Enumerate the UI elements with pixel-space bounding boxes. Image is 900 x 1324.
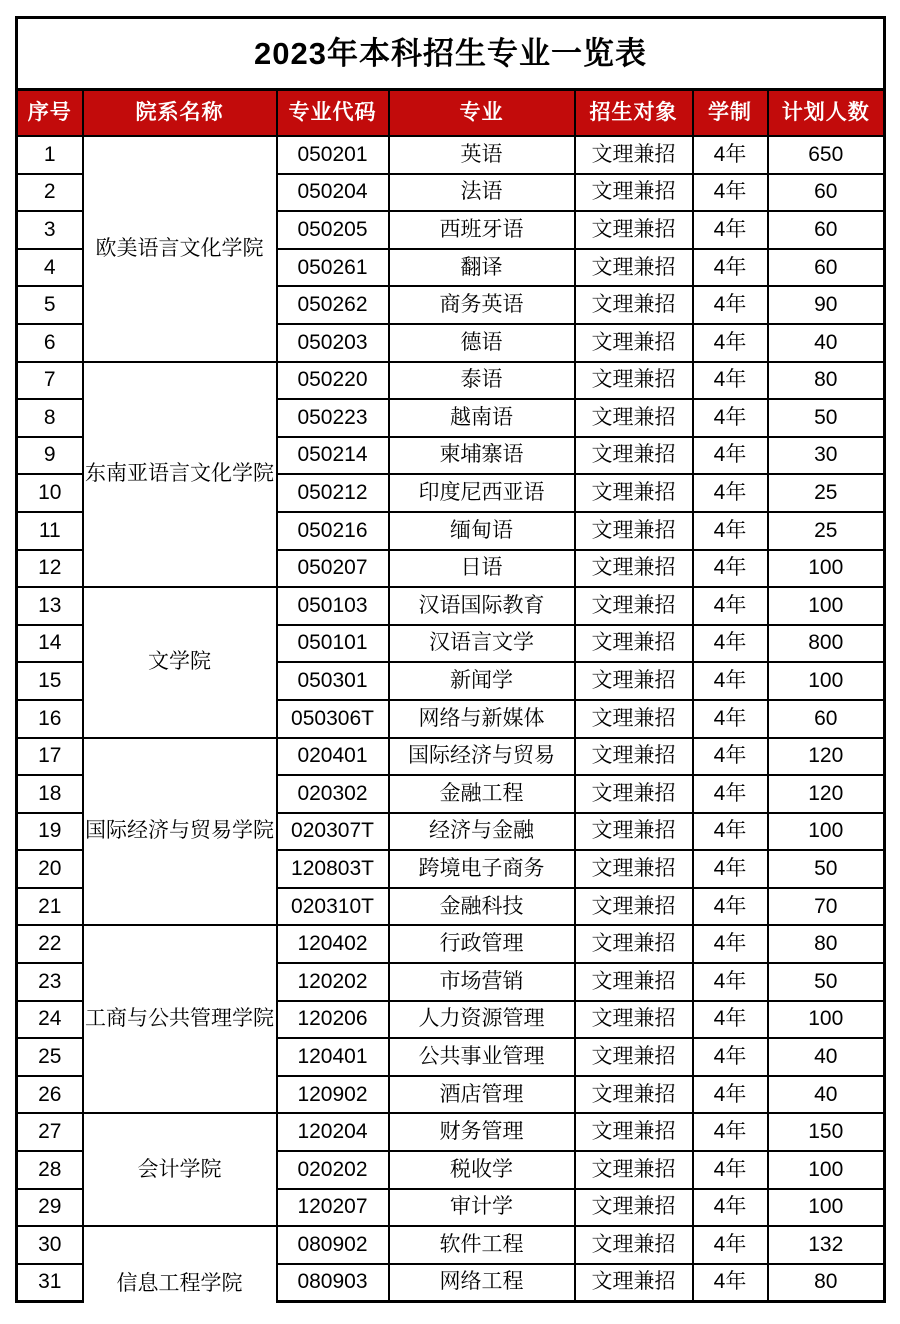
plan-cell: 100 [768,587,885,625]
major-code-cell: 020302 [277,775,389,813]
major-code-cell: 120402 [277,925,389,963]
table-row [17,1226,885,1264]
target-cell: 文理兼招 [575,700,693,738]
header-major: 专业 [389,90,575,137]
college-cell: 信息工程学院 [83,1226,277,1301]
major-code-cell: 050220 [277,362,389,400]
row-number-cell: 13 [17,587,83,625]
duration-cell: 4年 [693,1076,768,1114]
major-cell: 软件工程 [389,1226,575,1264]
target-cell: 文理兼招 [575,1038,693,1076]
target-cell: 文理兼招 [575,324,693,362]
plan-cell: 800 [768,625,885,663]
major-code-cell: 080903 [277,1264,389,1302]
major-cell: 汉语言文学 [389,625,575,663]
major-cell: 审计学 [389,1189,575,1227]
duration-cell: 4年 [693,399,768,437]
major-code-cell: 120204 [277,1113,389,1151]
college-cell: 文学院 [83,587,277,737]
major-cell: 跨境电子商务 [389,850,575,888]
target-cell: 文理兼招 [575,587,693,625]
major-cell: 国际经济与贸易 [389,738,575,776]
plan-cell: 150 [768,1113,885,1151]
table-row [17,136,885,174]
major-cell: 酒店管理 [389,1076,575,1114]
plan-cell: 25 [768,474,885,512]
plan-cell: 40 [768,324,885,362]
major-cell: 西班牙语 [389,211,575,249]
table-row [17,738,885,776]
target-cell: 文理兼招 [575,174,693,212]
major-code-cell: 020307T [277,813,389,851]
major-cell: 网络工程 [389,1264,575,1302]
college-cell: 国际经济与贸易学院 [83,738,277,926]
duration-cell: 4年 [693,925,768,963]
major-cell: 网络与新媒体 [389,700,575,738]
college-cell: 欧美语言文化学院 [83,136,277,362]
header-target: 招生对象 [575,90,693,137]
major-cell: 人力资源管理 [389,1001,575,1039]
major-code-cell: 050216 [277,512,389,550]
header-duration: 学制 [693,90,768,137]
duration-cell: 4年 [693,1151,768,1189]
header-college: 院系名称 [83,90,277,137]
major-code-cell: 050201 [277,136,389,174]
duration-cell: 4年 [693,324,768,362]
target-cell: 文理兼招 [575,662,693,700]
target-cell: 文理兼招 [575,136,693,174]
target-cell: 文理兼招 [575,1001,693,1039]
plan-cell: 60 [768,249,885,287]
target-cell: 文理兼招 [575,286,693,324]
target-cell: 文理兼招 [575,888,693,926]
plan-cell: 40 [768,1038,885,1076]
plan-cell: 650 [768,136,885,174]
major-cell: 缅甸语 [389,512,575,550]
target-cell: 文理兼招 [575,437,693,475]
row-number-cell: 22 [17,925,83,963]
row-number-cell: 26 [17,1076,83,1114]
plan-cell: 90 [768,286,885,324]
duration-cell: 4年 [693,813,768,851]
duration-cell: 4年 [693,1189,768,1227]
plan-cell: 60 [768,211,885,249]
target-cell: 文理兼招 [575,362,693,400]
duration-cell: 4年 [693,1264,768,1302]
major-cell: 经济与金融 [389,813,575,851]
plan-cell: 120 [768,738,885,776]
major-cell: 新闻学 [389,662,575,700]
table-row [17,362,885,400]
row-number-cell: 19 [17,813,83,851]
page-title: 2023年本科招生专业一览表 [17,18,885,90]
major-cell: 法语 [389,174,575,212]
plan-cell: 50 [768,399,885,437]
college-cell: 会计学院 [83,1113,277,1226]
major-cell: 市场营销 [389,963,575,1001]
table-row [17,587,885,625]
row-number-cell: 24 [17,1001,83,1039]
major-code-cell: 020202 [277,1151,389,1189]
plan-cell: 25 [768,512,885,550]
major-cell: 汉语国际教育 [389,587,575,625]
major-cell: 公共事业管理 [389,1038,575,1076]
major-cell: 金融工程 [389,775,575,813]
target-cell: 文理兼招 [575,813,693,851]
major-cell: 柬埔寨语 [389,437,575,475]
major-code-cell: 120202 [277,963,389,1001]
plan-cell: 100 [768,550,885,588]
row-number-cell: 4 [17,249,83,287]
row-number-cell: 27 [17,1113,83,1151]
duration-cell: 4年 [693,738,768,776]
target-cell: 文理兼招 [575,925,693,963]
major-code-cell: 050203 [277,324,389,362]
admissions-table [15,16,886,1303]
target-cell: 文理兼招 [575,775,693,813]
duration-cell: 4年 [693,775,768,813]
row-number-cell: 6 [17,324,83,362]
table-body [17,136,885,1301]
target-cell: 文理兼招 [575,738,693,776]
major-cell: 越南语 [389,399,575,437]
plan-cell: 100 [768,1151,885,1189]
plan-cell: 100 [768,813,885,851]
row-number-cell: 14 [17,625,83,663]
college-cell: 工商与公共管理学院 [83,925,277,1113]
major-code-cell: 050205 [277,211,389,249]
target-cell: 文理兼招 [575,550,693,588]
target-cell: 文理兼招 [575,399,693,437]
major-code-cell: 050261 [277,249,389,287]
row-number-cell: 5 [17,286,83,324]
row-number-cell: 29 [17,1189,83,1227]
row-number-cell: 16 [17,700,83,738]
college-cell: 东南亚语言文化学院 [83,362,277,588]
duration-cell: 4年 [693,136,768,174]
major-code-cell: 050204 [277,174,389,212]
row-number-cell: 20 [17,850,83,888]
duration-cell: 4年 [693,249,768,287]
row-number-cell: 9 [17,437,83,475]
target-cell: 文理兼招 [575,1076,693,1114]
plan-cell: 60 [768,700,885,738]
row-number-cell: 30 [17,1226,83,1264]
title-row [17,18,885,90]
duration-cell: 4年 [693,286,768,324]
target-cell: 文理兼招 [575,249,693,287]
major-code-cell: 050101 [277,625,389,663]
major-cell: 金融科技 [389,888,575,926]
major-code-cell: 050207 [277,550,389,588]
plan-cell: 120 [768,775,885,813]
duration-cell: 4年 [693,1226,768,1264]
target-cell: 文理兼招 [575,1189,693,1227]
major-cell: 商务英语 [389,286,575,324]
row-number-cell: 18 [17,775,83,813]
major-code-cell: 050214 [277,437,389,475]
target-cell: 文理兼招 [575,1113,693,1151]
table-row [17,925,885,963]
major-code-cell: 050103 [277,587,389,625]
row-number-cell: 17 [17,738,83,776]
plan-cell: 30 [768,437,885,475]
row-number-cell: 12 [17,550,83,588]
plan-cell: 132 [768,1226,885,1264]
duration-cell: 4年 [693,550,768,588]
plan-cell: 80 [768,925,885,963]
row-number-cell: 8 [17,399,83,437]
target-cell: 文理兼招 [575,1264,693,1302]
row-number-cell: 7 [17,362,83,400]
row-number-cell: 28 [17,1151,83,1189]
major-cell: 德语 [389,324,575,362]
plan-cell: 100 [768,662,885,700]
duration-cell: 4年 [693,211,768,249]
header-row [17,90,885,137]
row-number-cell: 11 [17,512,83,550]
duration-cell: 4年 [693,963,768,1001]
duration-cell: 4年 [693,625,768,663]
target-cell: 文理兼招 [575,1226,693,1264]
plan-cell: 100 [768,1001,885,1039]
major-code-cell: 080902 [277,1226,389,1264]
major-cell: 税收学 [389,1151,575,1189]
plan-cell: 50 [768,850,885,888]
duration-cell: 4年 [693,888,768,926]
major-code-cell: 020401 [277,738,389,776]
major-code-cell: 120401 [277,1038,389,1076]
major-cell: 日语 [389,550,575,588]
duration-cell: 4年 [693,1113,768,1151]
plan-cell: 70 [768,888,885,926]
major-cell: 泰语 [389,362,575,400]
row-number-cell: 21 [17,888,83,926]
header-major-code: 专业代码 [277,90,389,137]
row-number-cell: 2 [17,174,83,212]
major-code-cell: 050212 [277,474,389,512]
target-cell: 文理兼招 [575,625,693,663]
row-number-cell: 1 [17,136,83,174]
target-cell: 文理兼招 [575,211,693,249]
target-cell: 文理兼招 [575,1151,693,1189]
plan-cell: 50 [768,963,885,1001]
row-number-cell: 15 [17,662,83,700]
plan-cell: 60 [768,174,885,212]
major-code-cell: 020310T [277,888,389,926]
major-code-cell: 050262 [277,286,389,324]
row-number-cell: 10 [17,474,83,512]
major-code-cell: 050223 [277,399,389,437]
duration-cell: 4年 [693,362,768,400]
plan-cell: 100 [768,1189,885,1227]
row-number-cell: 3 [17,211,83,249]
duration-cell: 4年 [693,662,768,700]
duration-cell: 4年 [693,512,768,550]
duration-cell: 4年 [693,1038,768,1076]
plan-cell: 80 [768,362,885,400]
row-number-cell: 23 [17,963,83,1001]
duration-cell: 4年 [693,474,768,512]
duration-cell: 4年 [693,850,768,888]
major-cell: 印度尼西亚语 [389,474,575,512]
major-cell: 翻译 [389,249,575,287]
table-row [17,1113,885,1151]
major-code-cell: 120803T [277,850,389,888]
target-cell: 文理兼招 [575,474,693,512]
major-code-cell: 120206 [277,1001,389,1039]
plan-cell: 40 [768,1076,885,1114]
major-cell: 英语 [389,136,575,174]
major-code-cell: 050306T [277,700,389,738]
duration-cell: 4年 [693,1001,768,1039]
row-number-cell: 25 [17,1038,83,1076]
duration-cell: 4年 [693,587,768,625]
row-number-cell: 31 [17,1264,83,1302]
major-code-cell: 120902 [277,1076,389,1114]
target-cell: 文理兼招 [575,512,693,550]
major-code-cell: 120207 [277,1189,389,1227]
duration-cell: 4年 [693,437,768,475]
target-cell: 文理兼招 [575,850,693,888]
major-code-cell: 050301 [277,662,389,700]
header-plan: 计划人数 [768,90,885,137]
target-cell: 文理兼招 [575,963,693,1001]
duration-cell: 4年 [693,700,768,738]
header-index: 序号 [17,90,83,137]
major-cell: 财务管理 [389,1113,575,1151]
plan-cell: 80 [768,1264,885,1302]
duration-cell: 4年 [693,174,768,212]
major-cell: 行政管理 [389,925,575,963]
